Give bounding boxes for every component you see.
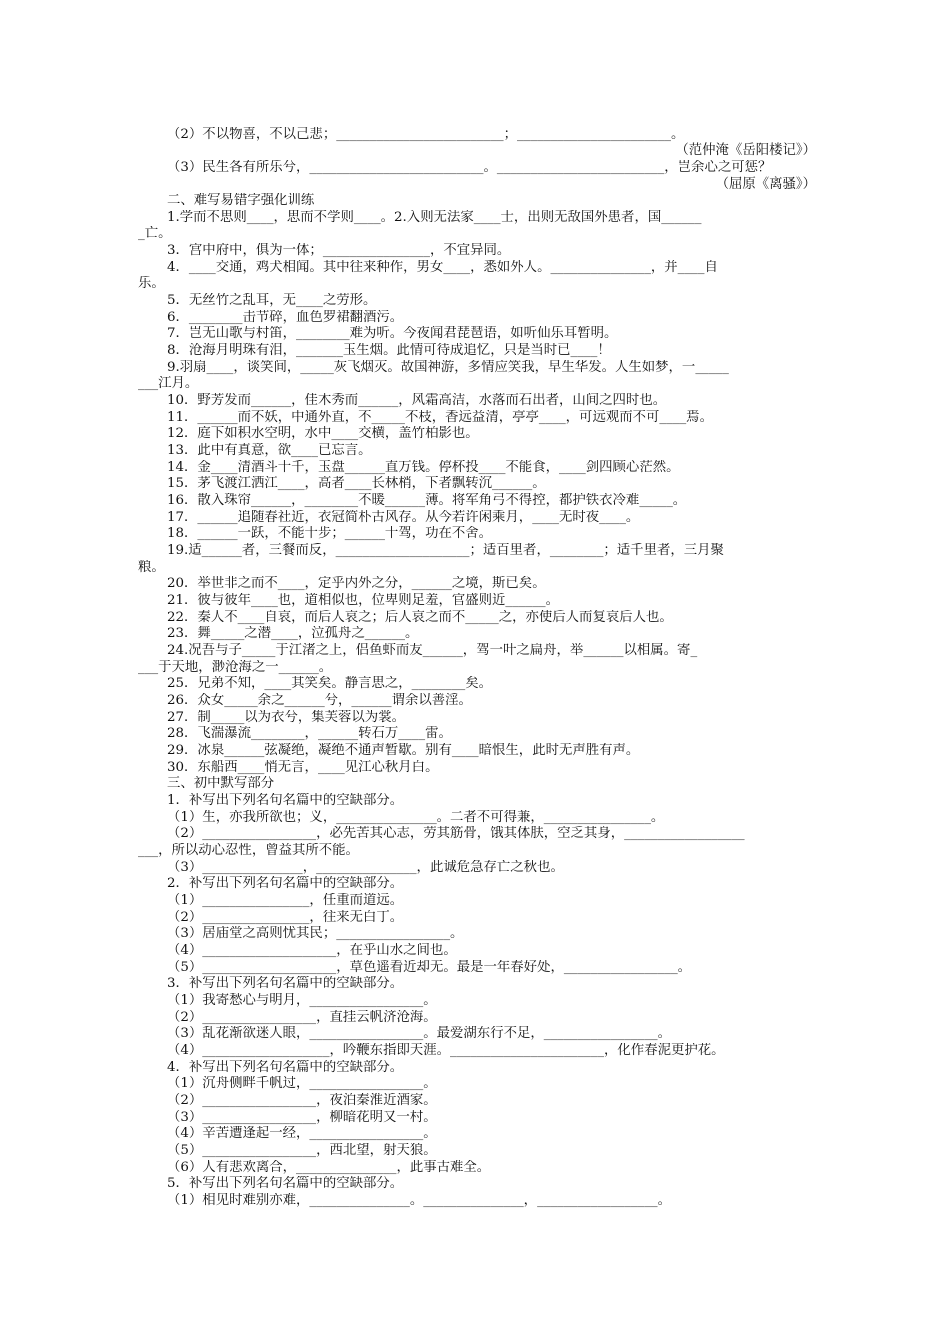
question-heading: 3．补写出下列名句名篇中的空缺部分。 bbox=[167, 976, 404, 991]
text-line: 16．散入珠帘______，________不暖______薄。将军角弓不得控，都护铁衣冷难_____。 bbox=[167, 493, 687, 508]
text-line: 26．众女_____余之______兮，______谓余以善淫。 bbox=[167, 693, 472, 708]
text-line: 23．舞_____之潜____，泣孤舟之______。 bbox=[167, 626, 419, 641]
question-heading: 2．补写出下列名句名篇中的空缺部分。 bbox=[167, 876, 404, 891]
text-line: （3）居庙堂之高则忧其民；_________________。 bbox=[167, 926, 464, 941]
text-line: （1）我寄愁心与明月，_________________。 bbox=[167, 993, 437, 1008]
text-line: 17．______追随春社近，衣冠简朴古风存。从今若许闲乘月，____无时夜____。 bbox=[167, 510, 640, 525]
text-line: （4）____________________，在乎山水之间也。 bbox=[167, 943, 457, 958]
text-line: 20．举世非之而不____，定乎内外之分，______之境，斯已矣。 bbox=[167, 576, 546, 591]
source-citation: （范仲淹《岳阳楼记》） bbox=[675, 143, 816, 158]
text-line: （3）_________________，柳暗花明又一村。 bbox=[167, 1110, 437, 1125]
text-line: 28．飞湍瀑流________，______转石万____雷。 bbox=[167, 726, 452, 741]
question-heading: 4．补写出下列名句名篇中的空缺部分。 bbox=[167, 1060, 404, 1075]
text-line: 19.适______者，三餐而反，____________________；适百里者，________；适千里者，三月聚 bbox=[167, 543, 724, 558]
text-line: 8．沧海月明珠有泪，_______玉生烟。此情可待成追忆，只是当时已____！ bbox=[167, 343, 611, 358]
text-line: 22．秦人不____自哀，而后人哀之；后人哀之而不_____之，亦使后人而复哀后人也。 bbox=[167, 610, 673, 625]
text-line: （1）生，亦我所欲也；义，_______________。二者不可得兼，________________。 bbox=[167, 810, 665, 825]
text-line-continued: ___江月。 bbox=[138, 376, 199, 391]
text-line: （3）_______________，_______________，此诚危急存亡之秋也。 bbox=[167, 860, 564, 875]
text-line-continued: ___于天地，渺沧海之一______。 bbox=[138, 660, 333, 675]
text-line: 14．金____清酒斗十千，玉盘______直万钱。停杯投____不能食，____剑四顾心茫然。 bbox=[167, 460, 680, 475]
text-line: （2）________________，往来无白丁。 bbox=[167, 910, 404, 925]
text-line: （5）_________________，西北望，射天狼。 bbox=[167, 1143, 437, 1158]
text-line: 25．兄弟不知，____其笑矣。静言思之，________矣。 bbox=[167, 676, 493, 691]
text-line: 12．庭下如积水空明，水中____交横，盖竹柏影也。 bbox=[167, 426, 479, 441]
text-line: 13．此中有真意，欲____已忘言。 bbox=[167, 443, 372, 458]
question-heading: 1．补写出下列名句名篇中的空缺部分。 bbox=[167, 793, 404, 808]
text-line: 15．茅飞渡江洒江____，高者____长林梢，下者飘转沉______。 bbox=[167, 476, 546, 491]
text-line: 18．______一跃，不能十步；______十驾，功在不舍。 bbox=[167, 526, 493, 541]
text-line: （2）_________________，必先苦其心志，劳其筋骨，饿其体肤，空乏其身，__________________ bbox=[167, 826, 745, 841]
text-line: 27．制_____以为衣兮，集芙蓉以为裳。 bbox=[167, 710, 405, 725]
question-heading: 5．补写出下列名句名篇中的空缺部分。 bbox=[167, 1176, 404, 1191]
text-line: 7．岂无山歌与村笛，________难为听。今夜闻君琵琶语，如听仙乐耳暂明。 bbox=[167, 326, 618, 341]
text-line: （2）不以物喜，不以己悲；_________________________；_______________________。 bbox=[167, 127, 685, 142]
text-line: 29．冰泉______弦凝绝，凝绝不通声暂歇。别有____暗恨生，此时无声胜有声。 bbox=[167, 743, 640, 758]
text-line: 24.况吾与子_____于江渚之上，侣鱼虾而友______，驾一叶之扁舟，举______以相属。寄_ bbox=[167, 643, 698, 658]
text-line: 1.学而不思则____，思而不学则____。2.入则无法家____士，出则无敌国外患者，国______ bbox=[167, 210, 702, 225]
text-line: 21．彼与彼年____也，道相似也，位卑则足羞，官盛则近______。 bbox=[167, 593, 559, 608]
text-line-continued: _亡。 bbox=[138, 226, 172, 241]
text-line: （4）辛苦遭逢起一经，_________________。 bbox=[167, 1126, 437, 1141]
text-line: 6．________击节碎，血色罗裙翻酒污。 bbox=[167, 310, 404, 325]
text-line-continued: 乐。 bbox=[138, 276, 165, 291]
text-line: （1）沉舟侧畔千帆过，_________________。 bbox=[167, 1076, 437, 1091]
text-line: 11．______而不妖，中通外直，不_____不枝，香远益清，亭亭____，可远观而不可____焉。 bbox=[167, 410, 713, 425]
source-citation: （屈原《离骚》） bbox=[715, 177, 816, 192]
text-line: 10．野芳发而______，佳木秀而______，风霜高洁，水落而石出者，山间之四时也。 bbox=[167, 393, 667, 408]
text-line-continued: ___，所以动心忍性，曾益其所不能。 bbox=[138, 843, 359, 858]
text-line: 5．无丝竹之乱耳，无____之劳形。 bbox=[167, 293, 377, 308]
text-line: （3）乱花渐欲迷人眼，_________________。最爱湖东行不足，_________________。 bbox=[167, 1026, 671, 1041]
text-line: （2）_________________，夜泊秦淮近酒家。 bbox=[167, 1093, 437, 1108]
text-line: （4）___________________，吟鞭东指即天涯。_______________________，化作春泥更护花。 bbox=[167, 1043, 725, 1058]
section-heading: 三、初中默写部分 bbox=[167, 776, 275, 791]
text-line: （1）________________，任重而道远。 bbox=[167, 893, 404, 908]
text-line: （1）相见时难别亦难，_______________。_______________，__________________。 bbox=[167, 1193, 671, 1208]
text-line: （3）民生各有所乐兮，__________________________。_________________________，岂余心之可惩？ bbox=[167, 160, 772, 175]
section-heading: 二、难写易错字强化训练 bbox=[167, 193, 315, 208]
text-line: （5）____________________，草色遥看近却无。最是一年春好处，_________________。 bbox=[167, 960, 692, 975]
text-line-continued: 粮。 bbox=[138, 560, 165, 575]
text-line: （2）_________________，直挂云帆济沧海。 bbox=[167, 1010, 437, 1025]
text-line: 30．东船西____悄无言，____见江心秋月白。 bbox=[167, 760, 439, 775]
text-line: 9.羽扇____，谈笑间，_____灰飞烟灭。故国神游，多情应笑我，早生华发。人生如梦，一_____ bbox=[167, 360, 729, 375]
text-line: 4．____交通，鸡犬相闻。其中往来种作，男女____，悉如外人。_______________，并____自 bbox=[167, 260, 718, 275]
text-line: 3．宫中府中，俱为一体；________________，不宜异同。 bbox=[167, 243, 511, 258]
text-line: （6）人有悲欢离合，_______________，此事古难全。 bbox=[167, 1160, 491, 1175]
